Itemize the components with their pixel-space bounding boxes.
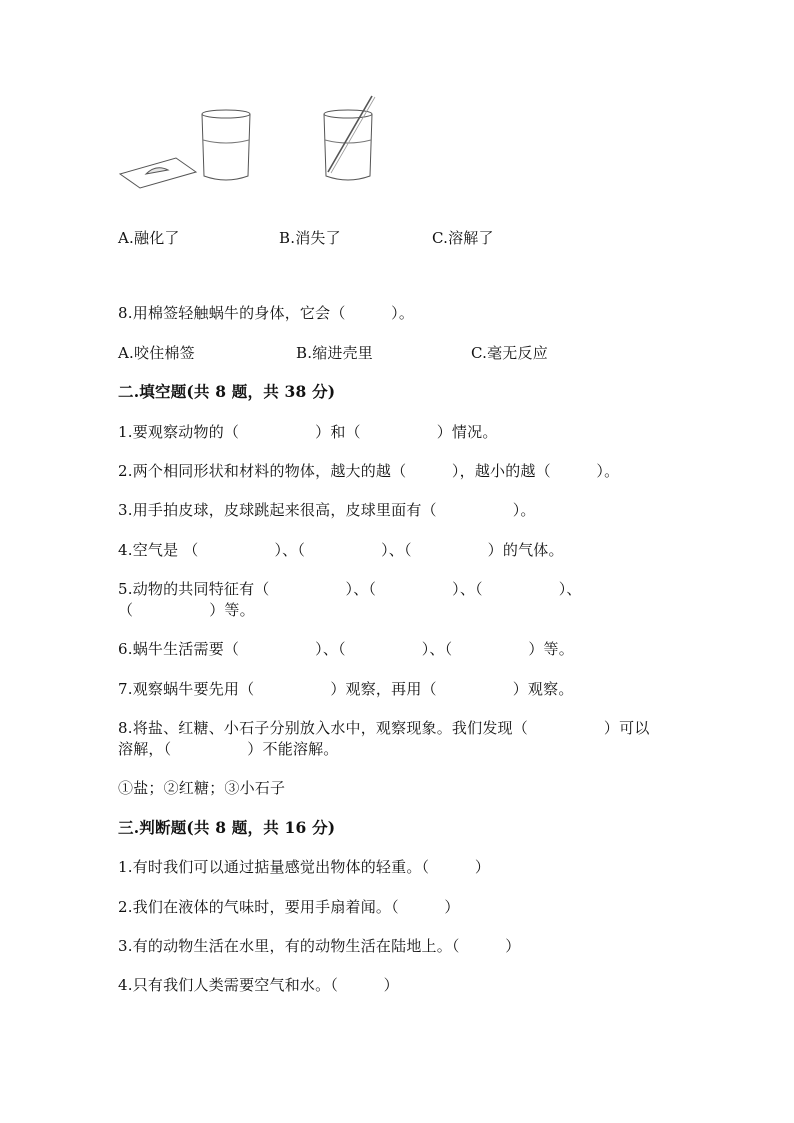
fill-item-3: 3.用手拍皮球，皮球跳起来很高，皮球里面有（ ）。 [118,501,536,519]
q7-option-c: C.溶解了 [432,229,494,247]
experiment-illustration [118,92,388,192]
judge-item-3: 3.有的动物生活在水里，有的动物生活在陆地上。（ ） [118,937,521,955]
fill-item-6: 6.蜗牛生活需要（ ）、（ ）、（ ）等。 [118,640,574,658]
q7-option-b: B.消失了 [279,229,341,247]
fill-item-5-line-2: （ ）等。 [118,601,255,619]
q8-option-b: B.缩进壳里 [296,344,373,362]
fill-item-8-line-1: 8.将盐、红糖、小石子分别放入水中，观察现象。我们发现（ ）可以 [118,719,650,737]
judge-item-2: 2.我们在液体的气味时，要用手扇着闻。（ ） [118,898,460,916]
q8-option-a: A.咬住棉签 [118,344,195,362]
fill-item-1: 1.要观察动物的（ ）和（ ）情况。 [118,423,498,441]
glass-slide-icon [120,158,196,188]
fill-item-7: 7.观察蜗牛要先用（ ）观察，再用（ ）观察。 [118,680,574,698]
fill-item-8-options: ①盐；②红糖；③小石子 [118,779,286,797]
q8-stem: 8.用棉签轻触蜗牛的身体，它会（ ）。 [118,304,415,322]
beaker-icon [202,110,250,180]
q7-option-a: A.融化了 [118,229,180,247]
fill-item-2: 2.两个相同形状和材料的物体，越大的越（ ），越小的越（ ）。 [118,462,620,480]
beaker-with-stirring-rod-icon [324,96,375,180]
section-3-title: 三.判断题(共 8 题，共 16 分) [118,818,336,837]
judge-item-4: 4.只有我们人类需要空气和水。（ ） [118,976,399,994]
judge-item-1: 1.有时我们可以通过掂量感觉出物体的轻重。（ ） [118,858,491,876]
section-2-title: 二.填空题(共 8 题，共 38 分) [118,382,336,401]
q8-option-c: C.毫无反应 [471,344,548,362]
fill-item-4: 4.空气是 （ ）、（ ）、（ ）的气体。 [118,541,564,559]
fill-item-8-line-2: 溶解，（ ）不能溶解。 [118,740,339,758]
fill-item-5-line-1: 5.动物的共同特征有（ ）、（ ）、（ ）、 [118,580,582,598]
